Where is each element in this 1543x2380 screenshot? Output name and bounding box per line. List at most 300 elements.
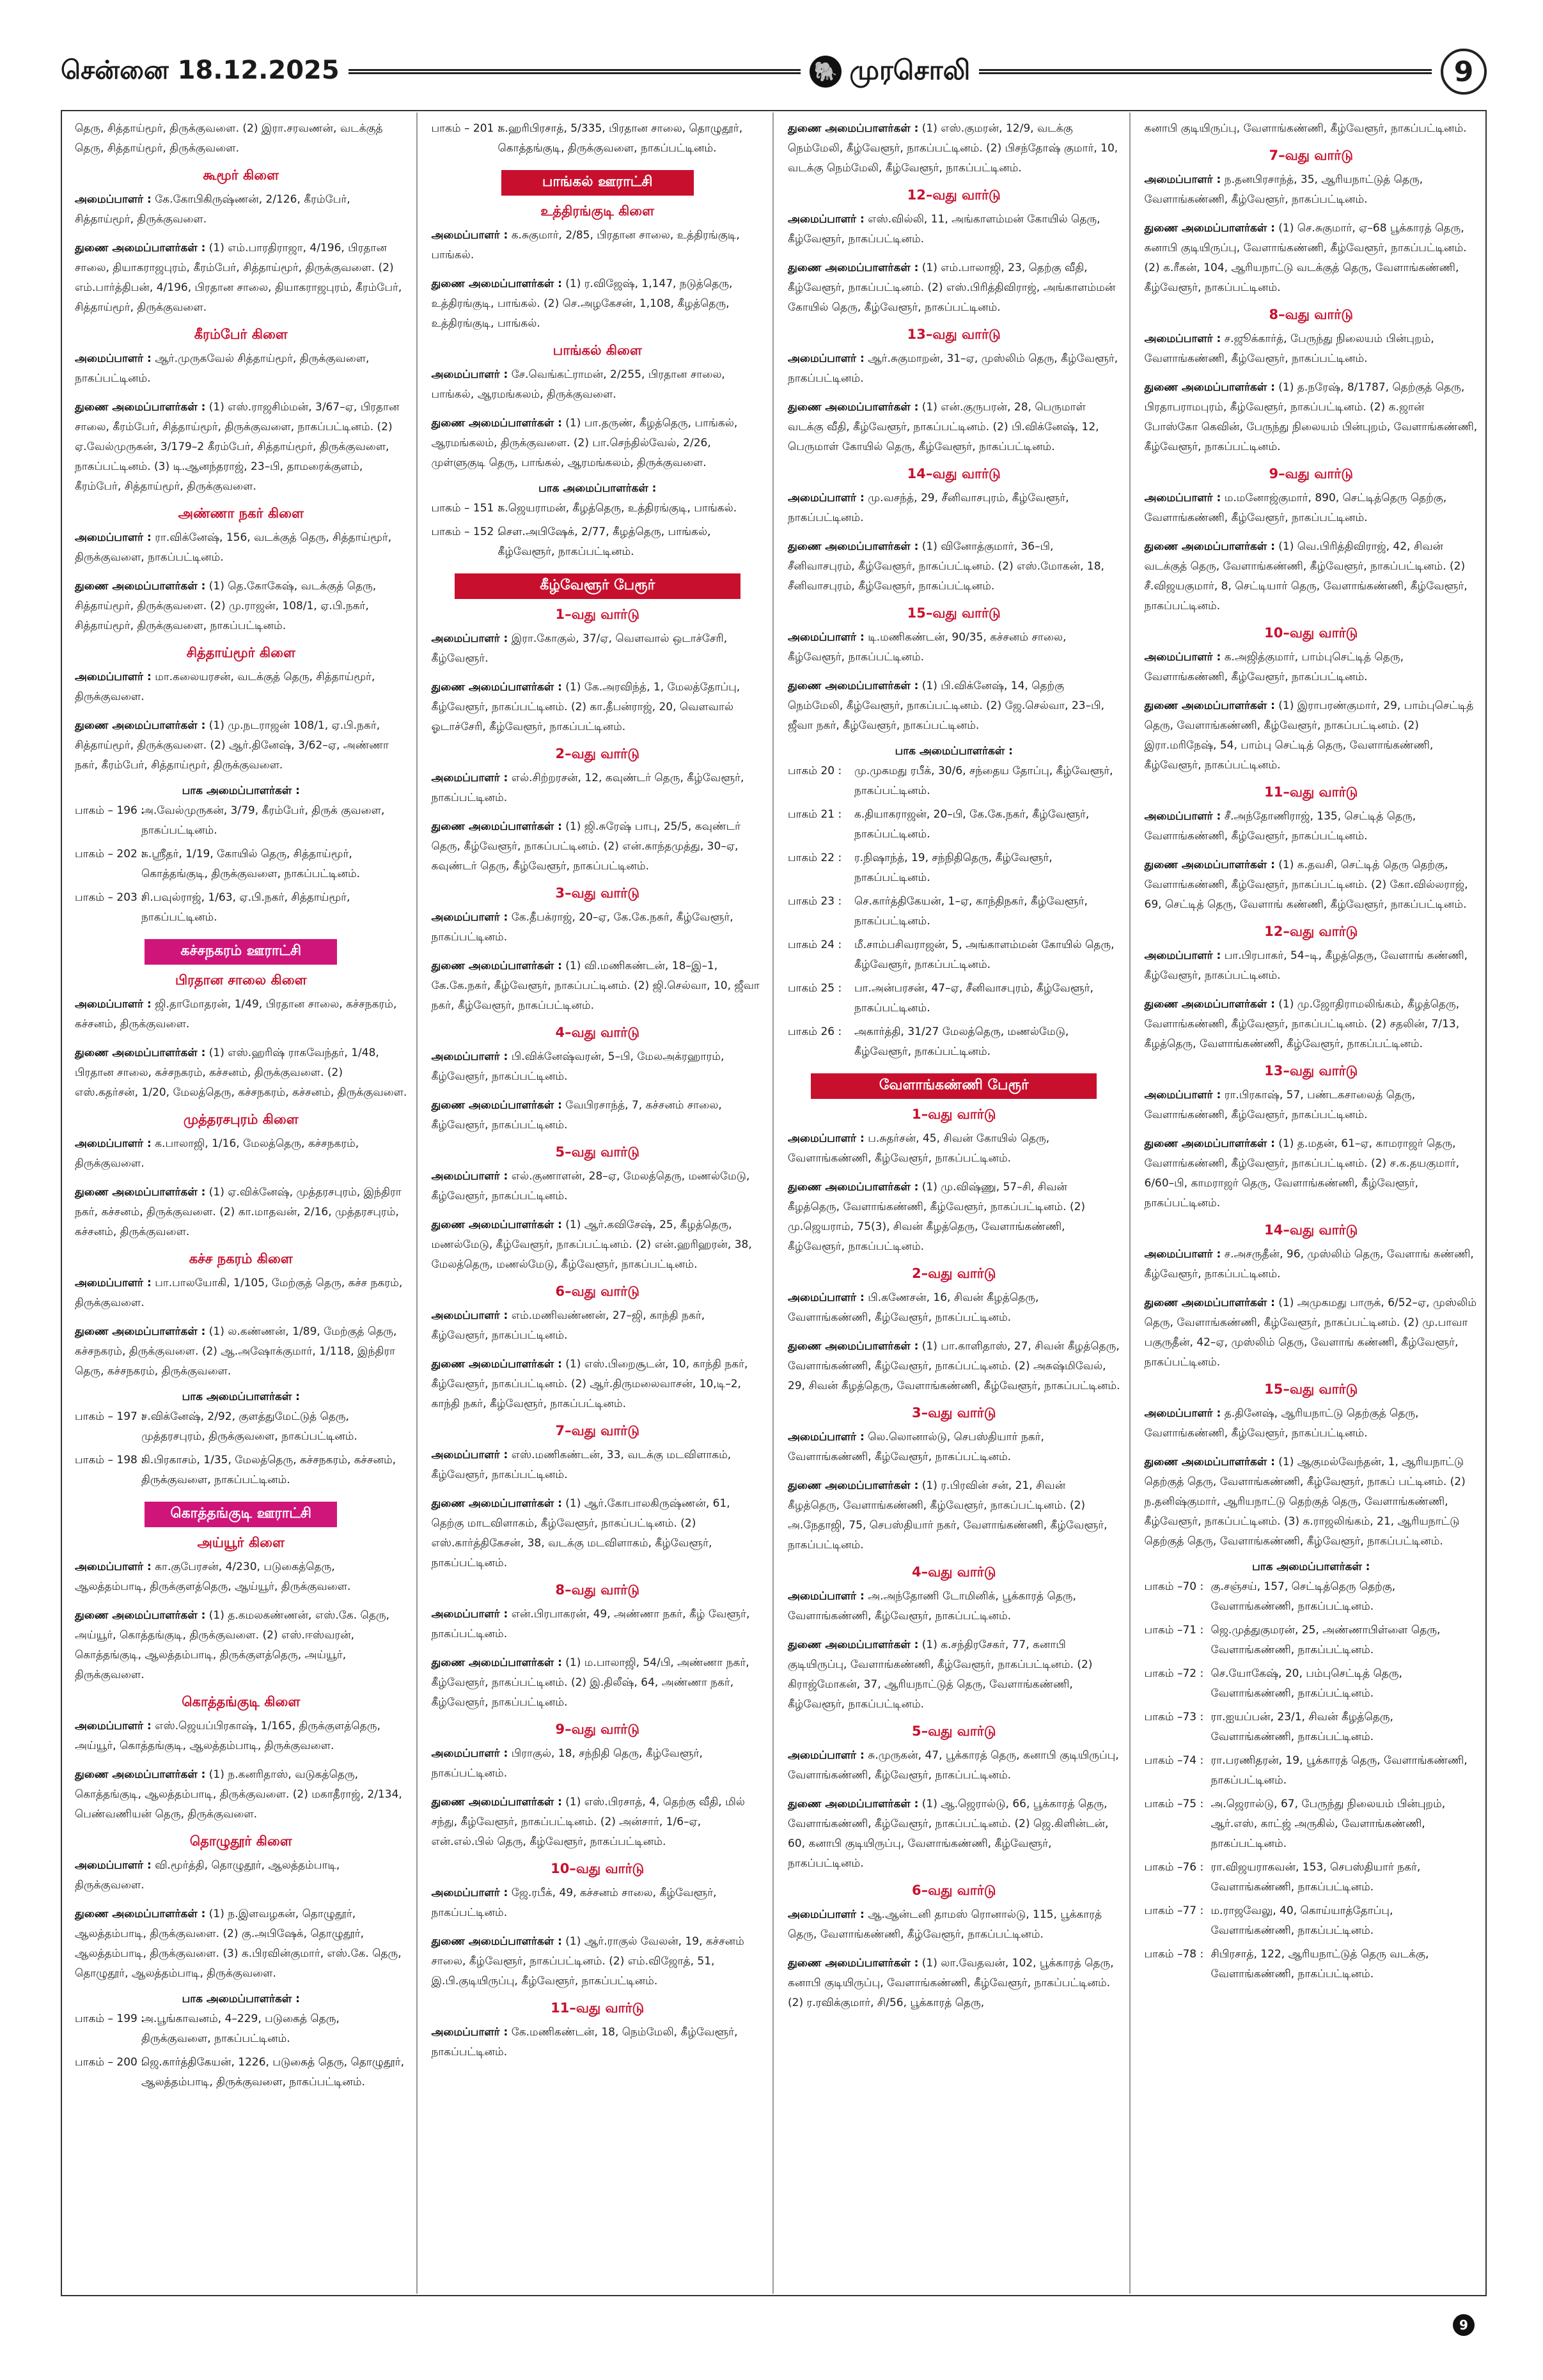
role-label: துணை அமைப்பாளர்கள் : bbox=[75, 719, 206, 732]
section-heading: 15–வது வார்டு bbox=[1264, 1381, 1358, 1397]
role-label: அமைப்பாளர் : bbox=[75, 531, 152, 544]
member-details: (1) செ.சுகுமார், ஏ–68 பூக்காரத் தெரு, கனாபி குடியிருப்பு, வேளாங்கண்ணி, கீழ்வேளூர், நாகப்பட்டினம். (2) க.ரீகன், 104, ஆரியநாட்டு வடக்குத் தெரு, வேளாங்கண்ணி, கீழ்வேளூர், நாகப்பட்டினம். bbox=[1144, 222, 1467, 294]
member-details: (1) லா.வேதவன், 102, பூக்காரத் தெரு, கனாபி குடியிருப்பு, வேளாங்கண்ணி, கீழ்வேளூர், நாகப்பட்டினம். (2) ர.ரவிக்குமார், சி/56, பூக்காரத் தெரு, bbox=[788, 1957, 1114, 2009]
booth-entry bbox=[1145, 1751, 1478, 1791]
section-heading: 1–வது வார்டு bbox=[911, 1107, 996, 1122]
booth-entry bbox=[75, 844, 407, 884]
member-entry bbox=[432, 1494, 764, 1573]
member-details: (1) மு.விஷ்ணு, 57–சி, சிவன் கீழத்தெரு, வேளாங்கண்ணி, கீழ்வேளூர், நாகப்பட்டினம். (2) மு.ஜெயராம், 75(3), சிவன் கீழத்தெரு, வேளாங்கண்ணி, கீழ்வேளூர், நாகப்பட்டினம். bbox=[788, 1181, 1086, 1253]
member-details: (1) க.தவசி, செட்டித் தெரு தெற்கு, வேளாங்கண்ணி, கீழ்வேளூர், நாகப்பட்டினம். (2) கோ.வில்லராஜ், 69, செட்டித் தெரு, வேளாங் கண்ணி, கீழ்வேளூர், நாகப்பட்டினம். bbox=[1144, 859, 1468, 911]
member-details: (1) எஸ்.ஹரிஷ் ராகவேந்தர், 1/48, பிரதான சாலை, கச்சநகரம், கச்சனம், திருக்குவளை. (2) எஸ்.கதர்சன், 1/20, மேலத்தெரு, கச்சநகரம், கச்சனம், திருக்குவளை. bbox=[75, 1046, 407, 1099]
booth-entry bbox=[432, 522, 764, 562]
booth-number: பாகம் 25 : bbox=[788, 982, 842, 995]
booth-list-heading: பாக அமைப்பாளர்கள் : bbox=[538, 482, 657, 495]
booth-details: கு.சஞ்சய், 157, செட்டித்தெரு தெற்கு, வேளாங்கண்ணி, நாகப்பட்டினம். bbox=[1210, 1580, 1396, 1613]
member-details: ரா.பிரகாஷ், 57, பண்டகசாலைத் தெரு, வேளாங்கண்ணி, கீழ்வேளூர், நாகப்பட்டினம். bbox=[1144, 1089, 1416, 1121]
booth-entry bbox=[1145, 1945, 1478, 1984]
date-line: சென்னை 18.12.2025 bbox=[61, 55, 340, 85]
booth-details: கி.பிரகாசம், 1/35, மேலத்தெரு, கச்சநகரம், கச்சனம், திருக்குவளை, நாகப்பட்டினம். bbox=[141, 1454, 396, 1486]
role-label: அமைப்பாளர் : bbox=[788, 1749, 865, 1762]
role-label: அமைப்பாளர் : bbox=[431, 1608, 508, 1621]
role-label: அமைப்பாளர் : bbox=[788, 213, 865, 226]
member-entry bbox=[1145, 537, 1478, 616]
member-details: (1) ர.விஜேஷ், 1,147, நடுத்தெரு, உத்திரங்குடி, பாங்கல். (2) செ.அழகேசன், 1,108, கீழத்தெரு, உத்திரங்குடி, பாங்கல். bbox=[431, 277, 733, 330]
booth-details: சி.பவுல்ராஜ், 1/63, ஏ.பி.நகர், சித்தாய்மூர், நாகப்பட்டினம். bbox=[141, 891, 350, 924]
booth-list-heading: பாக அமைப்பாளர்கள் : bbox=[1252, 1560, 1370, 1573]
role-label: துணை அமைப்பாளர்கள் : bbox=[431, 277, 562, 290]
booth-number: பாகம் – 202 : bbox=[75, 848, 145, 860]
member-entry bbox=[432, 1445, 764, 1485]
member-details: ப.சுதர்சன், 45, சிவன் கோயில் தெரு, வேளாங்கண்ணி, கீழ்வேளூர், நாகப்பட்டினம். bbox=[788, 1132, 1050, 1165]
member-entry bbox=[788, 1905, 1120, 1945]
member-details: பி.விக்னேஷ்வரன், 5–பி, மேலஅக்ரஹாரம், கீழ்வேளூர், நாகப்பட்டினம். bbox=[431, 1050, 725, 1083]
member-details: வேபிரசாந்த், 7, கச்சனம் சாலை, கீழ்வேளூர், நாகப்பட்டினம். bbox=[431, 1099, 722, 1132]
member-entry bbox=[432, 817, 764, 876]
member-entry bbox=[75, 1273, 407, 1313]
booth-number: பாகம் – 201 : bbox=[431, 122, 501, 135]
member-details: (1) ஆர்.கோபாலகிருஷ்ணன், 61, தெற்கு மாடவிளாகம், கீழ்வேளூர், நாகப்பட்டினம். (2) எஸ்.கார்த்திகேசன், 38, வடக்கு மடவிளாகம், கீழ்வேளூர், நாகப்பட்டினம். bbox=[431, 1497, 730, 1569]
member-details: (1) க.சந்திரசேகர், 77, கனாபி குடியிருப்பு, வேளாங்கண்ணி, கீழ்வேளூர், நாகப்பட்டினம். (2) கிராஜ்மோகன், 37, ஆரியநாட்டுத் தெரு, வேளாங்கண்ணி, கீழ்வேளூர், நாகப்பட்டினம். bbox=[788, 1638, 1093, 1711]
member-details: பிராகுல், 18, சந்நிதி தெரு, கீழ்வேளூர், நாகப்பட்டினம். bbox=[431, 1747, 703, 1780]
member-entry bbox=[432, 365, 764, 405]
role-label: அமைப்பாளர் : bbox=[788, 1590, 865, 1603]
member-details: (1) பா.தருண், கீழத்தெரு, பாங்கல், ஆரமங்கலம், திருக்குவளை. (2) பா.செந்தில்வேல், 2/26, முள்ளுகுடி தெரு, பாங்கல், ஆரமங்கலம், திருக்குவளை. bbox=[431, 417, 738, 469]
role-label: துணை அமைப்பாளர்கள் : bbox=[75, 401, 206, 414]
booth-details: ரா.பரணிதரன், 19, பூக்காரத் தெரு, வேளாங்கண்ணி, நாகப்பட்டினம். bbox=[1210, 1754, 1468, 1787]
member-entry bbox=[788, 349, 1120, 389]
member-entry bbox=[75, 577, 407, 636]
member-entry bbox=[432, 1883, 764, 1923]
section-heading: 4–வது வார்டு bbox=[911, 1564, 996, 1580]
booth-details: செ.யோகேஷ், 20, பம்புசெட்டித் தெரு, வேளாங்கண்ணி, நாகப்பட்டினம். bbox=[1210, 1667, 1402, 1700]
area-banner: கீழ்வேளூர் பேரூர் bbox=[455, 573, 740, 599]
role-label: துணை அமைப்பாளர்கள் : bbox=[75, 1908, 206, 1920]
booth-entry bbox=[75, 888, 407, 928]
member-details: எல்.குணாளன், 28–ஏ, மேலத்தெரு, மணல்மேடு, கீழ்வேளூர், நாகப்பட்டினம். bbox=[431, 1170, 750, 1202]
booth-number: பாகம் 23 : bbox=[788, 895, 842, 908]
role-label: அமைப்பாளர் : bbox=[1144, 810, 1221, 823]
booth-details: ரா.விஜயராகவன், 153, செபஸ்தியார் நகர், வேளாங்கண்ணி, நாகப்பட்டினம். bbox=[1210, 1861, 1421, 1894]
booth-number: பாகம் – 152 : bbox=[431, 525, 501, 538]
role-label: அமைப்பாளர் : bbox=[431, 1050, 508, 1063]
member-details: ஆ.ஆன்டனி தாமஸ் ரொனால்டு, 115, பூக்காரத் தெரு, வேளாங்கண்ணி, கீழ்வேளூர், நாகப்பட்டினம். bbox=[788, 1908, 1102, 1941]
member-entry bbox=[1145, 1085, 1478, 1125]
booth-details: அ.வேல்முருகன், 3/79, கீரம்பேர், திருக் குவளை, நாகப்பட்டினம். bbox=[141, 804, 385, 837]
member-details: ந.தனபிரசாந்த், 35, ஆரியநாட்டுத் தெரு, வேளாங்கண்ணி, கீழ்வேளூர், நாகப்பட்டினம். bbox=[1144, 173, 1423, 206]
role-label: அமைப்பாளர் : bbox=[431, 2026, 508, 2039]
booth-number: பாகம் –76 : bbox=[1144, 1861, 1204, 1874]
member-details: மு.வசந்த், 29, சீனிவாசபுரம், கீழ்வேளூர், நாகப்பட்டினம். bbox=[788, 492, 1069, 524]
role-label: துணை அமைப்பாளர்கள் : bbox=[788, 1798, 919, 1810]
area-banner: கொத்தங்குடி ஊராட்சி bbox=[145, 1502, 337, 1527]
member-entry bbox=[75, 1557, 407, 1597]
section-heading: 7–வது வார்டு bbox=[1269, 148, 1354, 163]
booth-number: பாகம் – 199 : bbox=[75, 2012, 145, 2025]
member-details: (1) வி.மணிகண்டன், 18–இ–1, கே.கே.நகர், கீழ்வேளூர், நாகப்பட்டினம். (2) ஜி.செல்வா, 10, ஜீவா நகர், கீழ்வேளூர், நாகப்பட்டினம். bbox=[431, 960, 760, 1012]
member-details: கனாபி குடியிருப்பு, வேளாங்கண்ணி, கீழ்வேளூர், நாகப்பட்டினம். bbox=[1144, 122, 1467, 135]
member-details: கா.குபேரசன், 4/230, படுகைத்தெரு, ஆலத்தம்பாடி, திருக்குளத்தெரு, ஆய்யூர், திருக்குவளை. bbox=[75, 1560, 351, 1593]
member-entry bbox=[1145, 807, 1478, 846]
role-label: அமைப்பாளர் : bbox=[431, 911, 508, 924]
booth-details: செ.கார்த்திகேயன், 1–ஏ, காந்திநகர், கீழ்வேளூர், நாகப்பட்டினம். bbox=[854, 895, 1088, 928]
booth-number: பாகம் – 203 : bbox=[75, 891, 145, 904]
section-heading: உத்திரங்குடி கிளை bbox=[540, 203, 655, 219]
member-entry bbox=[1145, 1134, 1478, 1213]
member-entry bbox=[788, 1746, 1120, 1785]
member-entry bbox=[1145, 1452, 1478, 1552]
booth-entry bbox=[788, 935, 1120, 975]
role-label: துணை அமைப்பாளர்கள் : bbox=[1144, 540, 1275, 553]
section-heading: 9–வது வார்டு bbox=[555, 1722, 640, 1737]
section-heading: 13–வது வார்டு bbox=[1264, 1063, 1358, 1078]
booth-entry bbox=[1145, 1664, 1478, 1704]
member-details: ச.ஜூக்கார்த், பேருந்து நிலையம் பின்புறம், வேளாங்கண்ணி, கீழ்வேளூர், நாகப்பட்டினம். bbox=[1144, 332, 1434, 365]
member-entry bbox=[75, 1716, 407, 1756]
role-label: துணை அமைப்பாளர்கள் : bbox=[431, 1656, 562, 1669]
role-label: துணை அமைப்பாளர்கள் : bbox=[75, 1046, 206, 1059]
member-entry bbox=[1145, 219, 1478, 298]
section-heading: 13–வது வார்டு bbox=[907, 327, 1001, 342]
member-entry bbox=[788, 210, 1120, 249]
role-label: அமைப்பாளர் : bbox=[1144, 1248, 1221, 1261]
booth-entry bbox=[1145, 1858, 1478, 1897]
section-heading: 7–வது வார்டு bbox=[555, 1423, 640, 1438]
role-label: அமைப்பாளர் : bbox=[75, 671, 152, 683]
member-details: (1) ந.கனரிதாஸ், வடுகத்தெரு, கொத்தங்குடி, ஆலத்தம்பாடி, திருக்குவளை. (2) மகாதீராஜ், 2/134, பெண்வணியன் தெரு, திருக்குவளை. bbox=[75, 1768, 402, 1821]
section-heading: கீரம்பேர் கிளை bbox=[194, 327, 288, 342]
booth-details: க.தியாகராஜன், 20–பி, கே.கே.நகர், கீழ்வேளூர், நாகப்பட்டினம். bbox=[854, 808, 1090, 841]
section-heading: 2–வது வார்டு bbox=[911, 1266, 996, 1281]
role-label: துணை அமைப்பாளர்கள் : bbox=[788, 261, 919, 274]
column-1 bbox=[61, 113, 418, 2294]
role-label: அமைப்பாளர் : bbox=[431, 1309, 508, 1322]
section-heading: 10–வது வார்டு bbox=[551, 1861, 645, 1876]
member-entry bbox=[788, 398, 1120, 457]
booth-entry bbox=[788, 1022, 1120, 1062]
booth-list-heading: பாக அமைப்பாளர்கள் : bbox=[182, 1390, 300, 1403]
member-entry bbox=[75, 1043, 407, 1103]
member-entry bbox=[75, 1856, 407, 1895]
role-label: அமைப்பாளர் : bbox=[431, 1886, 508, 1899]
role-label: அமைப்பாளர் : bbox=[75, 193, 152, 206]
member-entry bbox=[75, 119, 407, 159]
member-details: (1) பா.காளிதாஸ், 27, சிவன் கீழத்தெரு, வேளாங்கண்ணி, கீழ்வேளூர், நாகப்பட்டினம். (2) அசுஷ்மிவேல், 29, சிவன் கீழத்தெரு, வேளாங்கண்ணி, கீழ்வேளூர், நாகப்பட்டினம். bbox=[788, 1340, 1120, 1392]
role-label: அமைப்பாளர் : bbox=[1144, 1407, 1221, 1420]
member-details: க.சுகுமார், 2/85, பிரதான சாலை, உத்திரங்குடி, பாங்கல். bbox=[431, 229, 740, 261]
role-label: அமைப்பாளர் : bbox=[431, 1170, 508, 1183]
member-entry bbox=[75, 667, 407, 707]
booth-entry bbox=[788, 805, 1120, 844]
member-entry bbox=[788, 1178, 1120, 1257]
member-details: (1) வினோத்குமார், 36–பி, சீனிவாசபுரம், கீழ்வேளூர், நாகப்பட்டினம். (2) எஸ்.மோகன், 18, சீனிவாசபுரம், கீழ்வேளூர், நாகப்பட்டினம். bbox=[788, 540, 1104, 593]
booth-number: பாகம் 20 : bbox=[788, 765, 842, 777]
member-entry bbox=[1145, 329, 1478, 369]
role-label: அமைப்பாளர் : bbox=[75, 1560, 152, 1573]
role-label: துணை அமைப்பாளர்கள் : bbox=[75, 1768, 206, 1781]
booth-list-heading: பாக அமைப்பாளர்கள் : bbox=[182, 784, 300, 797]
member-details: ரா.விக்னேஷ், 156, வடக்குத் தெரு, சித்தாய்மூர், திருக்குவளை, நாகப்பட்டினம். bbox=[75, 531, 392, 564]
member-details: (1) ஆ.ஜெரால்டு, 66, பூக்காரத் தெரு, வேளாங்கண்ணி, கீழ்வேளூர், நாகப்பட்டினம். (2) ஜெ.கிளின்டன், 60, கனாபி குடியிருப்பு, வேளாங்கண்ணி, கீழ்வேளூர், நாகப்பட்டினம். bbox=[788, 1798, 1109, 1870]
member-entry bbox=[1145, 696, 1478, 775]
role-label: துணை அமைப்பாளர்கள் : bbox=[1144, 859, 1275, 871]
member-entry bbox=[788, 537, 1120, 596]
booth-list-heading: பாக அமைப்பாளர்கள் : bbox=[182, 1993, 300, 2005]
member-entry bbox=[432, 2023, 764, 2062]
booth-entry bbox=[1145, 1621, 1478, 1660]
section-heading: அண்ணா நகர் கிளை bbox=[178, 506, 304, 521]
booth-entry bbox=[788, 761, 1120, 801]
booth-number: பாகம் 24 : bbox=[788, 938, 842, 951]
member-entry bbox=[432, 629, 764, 669]
booth-details: ர.நிஷாந்த், 19, சந்நிதிதெரு, கீழ்வேளூர், நாகப்பட்டினம். bbox=[854, 852, 1053, 884]
booth-list-heading: பாக அமைப்பாளர்கள் : bbox=[895, 745, 1013, 758]
section-heading: 12–வது வார்டு bbox=[907, 187, 1001, 203]
section-heading: 3–வது வார்டு bbox=[555, 885, 640, 901]
member-details: (1) த.மதன், 61–ஏ, காமராஜர் தெரு, வேளாங்கண்ணி, கீழ்வேளூர், நாகப்பட்டினம். (2) ச.க.தயகுமார், 6/60–பி, காமராஜர் தெரு, வேளாங்கண்ணி, கீழ்வேளூர், நாகப்பட்டினம். bbox=[1144, 1137, 1460, 1209]
role-label: துணை அமைப்பாளர்கள் : bbox=[788, 1181, 919, 1194]
member-entry bbox=[432, 1306, 764, 1346]
role-label: துணை அமைப்பாளர்கள் : bbox=[788, 1479, 919, 1492]
member-details: வி.மூர்த்தி, தொழுதூர், ஆலத்தம்பாடி, திருக்குவளை. bbox=[75, 1859, 340, 1892]
member-entry bbox=[788, 258, 1120, 318]
member-entry bbox=[432, 768, 764, 808]
member-entry bbox=[788, 628, 1120, 667]
member-details: (1) எஸ்.குமரன், 12/9, வடக்கு நெம்மேலி, கீழ்வேளூர், நாகப்பட்டினம். (2) பிசந்தோஷ் குமார், 10, வடக்கு நெம்மேலி, கீழ்வேளூர், நாகப்பட்டினம். bbox=[788, 122, 1118, 175]
role-label: அமைப்பாளர் : bbox=[788, 1132, 865, 1145]
member-details: எஸ்.ஜெயப்பிரகாஷ், 1/165, திருக்குளத்தெரு, அய்யூர், கொத்தங்குடி, ஆலத்தம்பாடி, திருக்குவளை. bbox=[75, 1720, 380, 1752]
role-label: துணை அமைப்பாளர்கள் : bbox=[788, 401, 919, 414]
member-entry bbox=[788, 1337, 1120, 1396]
section-heading: 3–வது வார்டு bbox=[911, 1405, 996, 1420]
member-details: (1) எஸ்.பிறைசூடன், 10, காந்தி நகர், கீழ்வேளூர், நாகப்பட்டினம். (2) ஆர்.திருமலைவாசன், 10,டி–2, காந்தி நகர், கீழ்வேளூர், நாகப்பட்டினம். bbox=[431, 1358, 748, 1410]
role-label: அமைப்பாளர் : bbox=[1144, 332, 1221, 345]
booth-details: அகார்த்தி, 31/27 மேலத்தெரு, மணல்மேடு, கீழ்வேளூர், நாகப்பட்டினம். bbox=[854, 1025, 1069, 1058]
booth-entry bbox=[1145, 1794, 1478, 1854]
member-details: (1) மு.ஜோதிராமலிங்கம், கீழத்தெரு, வேளாங்கண்ணி, கீழ்வேளூர், நாகப்பட்டினம். (2) சதலின், 7/13, கீழத்தெரு, வேளாங்கண்ணி, கீழ்வேளூர், நாகப்பட்டினம். bbox=[1144, 998, 1460, 1050]
booth-details: அ.ஜெரால்டு, 67, பேருந்து நிலையம் பின்புறம், ஆர்.எஸ், காட்ஜ் அருகில், வேளாங்கண்ணி, நாகப்பட்டினம். bbox=[1210, 1798, 1446, 1850]
member-entry bbox=[788, 1129, 1120, 1169]
paper-name: முரசொலி bbox=[849, 54, 971, 86]
role-label: துணை அமைப்பாளர்கள் : bbox=[75, 1609, 206, 1622]
section-heading: 12–வது வார்டு bbox=[1264, 924, 1358, 939]
booth-number: பாகம் –70 : bbox=[1144, 1580, 1204, 1593]
role-label: துணை அமைப்பாளர்கள் : bbox=[431, 1935, 562, 1948]
member-details: ஆர்.முருகவேல் சித்தாய்மூர், திருக்குவளை, நாகப்பட்டினம். bbox=[75, 352, 370, 385]
role-label: துணை அமைப்பாளர்கள் : bbox=[431, 1497, 562, 1510]
member-entry bbox=[75, 1904, 407, 1984]
member-entry bbox=[432, 1355, 764, 1414]
booth-number: பாகம் –73 : bbox=[1144, 1711, 1204, 1723]
member-entry bbox=[432, 226, 764, 265]
member-entry bbox=[432, 274, 764, 334]
member-details: அ.அந்தோணி டோமினிக், பூக்காரத் தெரு, வேளாங்கண்ணி, கீழ்வேளூர், நாகப்பட்டினம். bbox=[788, 1590, 1076, 1622]
booth-entry bbox=[75, 2009, 407, 2049]
section-heading: பிரதான சாலை கிளை bbox=[175, 972, 307, 988]
member-details: சு.முருகன், 47, பூக்காரத் தெரு, கனாபி குடியிருப்பு, வேளாங்கண்ணி, கீழ்வேளூர், நாகப்பட்டினம். bbox=[788, 1749, 1119, 1782]
member-details: (1) ம.பாலாஜி, 54/பி, அண்ணா நகர், கீழ்வேளூர், நாகப்பட்டினம். (2) இ.திலீஷ், 64, அண்ணா நகர், கீழ்வேளூர், நாகப்பட்டினம். bbox=[431, 1656, 749, 1709]
member-details: சே.வெங்கட்ராமன், 2/255, பிரதான சாலை, பாங்கல், ஆரமங்கலம், திருக்குவளை. bbox=[431, 368, 725, 401]
section-heading: கச்ச நகரம் கிளை bbox=[189, 1251, 293, 1266]
member-entry bbox=[1145, 855, 1478, 915]
member-details: க.பாலாஜி, 1/16, மேலத்தெரு, கச்சநகரம், திருக்குவளை. bbox=[75, 1137, 359, 1170]
member-entry bbox=[788, 1587, 1120, 1626]
role-label: அமைப்பாளர் : bbox=[431, 1747, 508, 1760]
booth-number: பாகம் – 200 : bbox=[75, 2056, 145, 2069]
section-heading: 6–வது வார்டு bbox=[911, 1883, 996, 1898]
member-entry bbox=[788, 1954, 1120, 2013]
member-details: (1) பி.விக்னேஷ், 14, தெற்கு நெம்மேலி, கீழ்வேளூர், நாகப்பட்டினம். (2) ஜே.செல்வா, 23–பி, ஜீவா நகர், கீழ்வேளூர், நாகப்பட்டினம். bbox=[788, 680, 1105, 732]
member-entry bbox=[75, 238, 407, 318]
member-details: லெ.லொனால்டு, செபஸ்தியார் நகர், வேளாங்கண்ணி, கீழ்வேளூர், நாகப்பட்டினம். bbox=[788, 1431, 1044, 1463]
booth-entry bbox=[1145, 1901, 1478, 1941]
member-entry bbox=[432, 956, 764, 1016]
booth-details: ஜெ.முத்துகுமரன், 25, அண்ணாபிள்ளை தெரு, வேளாங்கண்ணி, நாகப்பட்டினம். bbox=[1210, 1624, 1441, 1656]
member-entry bbox=[788, 676, 1120, 736]
role-label: அமைப்பாளர் : bbox=[788, 631, 865, 644]
booth-entry bbox=[1145, 1577, 1478, 1617]
booth-details: அ.பூங்காவனம், 4–229, படுகைத் தெரு, திருக்குவளை, நாகப்பட்டினம். bbox=[141, 2012, 340, 2045]
member-details: பா.பிரபாகர், 54–டி, கீழத்தெரு, வேளாங் கண்ணி, கீழ்வேளூர், நாகப்பட்டினம். bbox=[1144, 949, 1468, 982]
booth-details: ச.விக்னேஷ், 2/92, குளத்துமேட்டுத் தெரு, முத்தரசபுரம், திருக்குவளை, நாகப்பட்டினம். bbox=[141, 1410, 357, 1443]
member-details: எஸ்.வில்லி, 11, அங்காளம்மன் கோயில் தெரு, கீழ்வேளூர், நாகப்பட்டினம். bbox=[788, 213, 1100, 245]
section-heading: 6–வது வார்டு bbox=[555, 1284, 640, 1299]
member-details: கே.கோபிகிருஷ்ணன், 2/126, கீரம்பேர், சித்தாய்மூர், திருக்குவளை. bbox=[75, 193, 350, 226]
area-banner: கச்சநகரம் ஊராட்சி bbox=[145, 939, 337, 965]
role-label: துணை அமைப்பாளர்கள் : bbox=[75, 1186, 206, 1199]
booth-number: பாகம் – 196 : bbox=[75, 804, 145, 817]
member-entry bbox=[75, 1765, 407, 1824]
member-details: ஆர்.சுகுமாறன், 31–ஏ, முஸ்லிம் தெரு, கீழ்வேளூர், நாகப்பட்டினம். bbox=[788, 352, 1118, 385]
booth-details: ரா.ஐயப்பன், 23/1, சிவன் கீழத்தெரு, வேளாங்கண்ணி, நாகப்பட்டினம். bbox=[1210, 1711, 1393, 1743]
section-heading: 5–வது வார்டு bbox=[555, 1144, 640, 1160]
booth-details: ம.ராஜவேலு, 40, கொய்யாத்தோப்பு, வேளாங்கண்ணி, நாகப்பட்டினம். bbox=[1210, 1904, 1393, 1937]
member-details: ஜி.தாமோதரன், 1/49, பிரதான சாலை, கச்சநகரம், கச்சனம், திருக்குவளை. bbox=[75, 998, 397, 1031]
section-heading: 2–வது வார்டு bbox=[555, 746, 640, 761]
booth-number: பாகம் –75 : bbox=[1144, 1798, 1204, 1810]
role-label: துணை அமைப்பாளர்கள் : bbox=[788, 540, 919, 553]
member-details: (1) எஸ்.ராஜசிம்மன், 3/67–ஏ, பிரதான சாலை, கீரம்பேர், சித்தாய்மூர், திருக்குவளை, நாகப்பட்டினம். (2) ஏ.வேல்முருகன், 3/179–2 கீரம்பேர், சித்தாய்மூர், திருக்குவளை, நாகப்பட்டினம். (3) டி.ஆனந்தராஜ், 23–பி, தாமரைக்குளம், கீரம்பேர், சித்தாய்மூர், திருக்குவளை. bbox=[75, 401, 400, 493]
member-entry bbox=[432, 1932, 764, 1991]
member-details: (1) த.நரேஷ், 8/1787, தெற்குத் தெரு, பிரதாபராமபுரம், கீழ்வேளூர், நாகப்பட்டினம். (2) க.ஜான் போஸ்கோ கெவின், பேருந்து நிலையம் பின்புறம், வேளாங்கண்ணி, கீழ்வேளூர், நாகப்பட்டினம். bbox=[1144, 381, 1478, 453]
member-details: த.தினேஷ், ஆரியநாட்டு தெற்குத் தெரு, வேளாங்கண்ணி, கீழ்வேளூர், நாகப்பட்டினம். bbox=[1144, 1407, 1419, 1440]
member-details: (1) ந.இளவழகன், தொழுதூர், ஆலத்தம்பாடி, திருக்குவளை. (2) கு.அபிஷேக், தொழுதூர், ஆலத்தம்பாடி, திருக்குவளை. (3) க.பிரவின்குமார், எஸ்.கே. தெரு, தொழுதூர், ஆலத்தம்பாடி, திருக்குவளை. bbox=[75, 1908, 402, 1980]
member-entry bbox=[75, 995, 407, 1034]
page-number: 9 bbox=[1441, 49, 1487, 95]
section-heading: 15–வது வார்டு bbox=[907, 605, 1001, 621]
member-entry bbox=[75, 1134, 407, 1174]
booth-entry bbox=[432, 119, 764, 159]
section-heading: அய்யூர் கிளை bbox=[197, 1535, 285, 1550]
role-label: அமைப்பாளர் : bbox=[431, 772, 508, 784]
booth-number: பாகம் 21 : bbox=[788, 808, 842, 821]
member-entry bbox=[75, 349, 407, 389]
role-label: அமைப்பாளர் : bbox=[1144, 492, 1221, 504]
role-label: துணை அமைப்பாளர்கள் : bbox=[788, 1957, 919, 1970]
member-details: (1) என்.குருபரன், 28, பெருமாள் வடக்கு வீதி, கீழ்வேளூர், நாகப்பட்டினம். (2) பி.விக்னேஷ், 12, பெருமாள் கோயில் தெரு, கீழ்வேளூர், நாகப்பட்டினம். bbox=[788, 401, 1099, 453]
member-details: (1) ல.கண்ணன், 1/89, மேற்குத் தெரு, கச்சநகரம், திருக்குவளை. (2) ஆ.அஷோக்குமார், 1/118, இந்திரா தெரு, கச்சநகரம், திருக்குவளை. bbox=[75, 1325, 397, 1378]
role-label: அமைப்பாளர் : bbox=[788, 1908, 865, 1921]
role-label: துணை அமைப்பாளர்கள் : bbox=[431, 960, 562, 972]
member-details: ச.அசருதீன், 96, முஸ்லிம் தெரு, வேளாங் கண்ணி, கீழ்வேளூர், நாகப்பட்டினம். bbox=[1144, 1248, 1474, 1280]
area-banner: பாங்கல் ஊராட்சி bbox=[501, 170, 694, 196]
member-entry bbox=[788, 1794, 1120, 1874]
member-entry bbox=[75, 716, 407, 775]
footer-page-number: 9 bbox=[1453, 2314, 1475, 2336]
role-label: அமைப்பாளர் : bbox=[75, 1859, 152, 1872]
member-entry bbox=[788, 1635, 1120, 1715]
member-details: கே.தீபக்ராஜ், 20–ஏ, கே.கே.நகர், கீழ்வேளூர், நாகப்பட்டினம். bbox=[431, 911, 733, 944]
booth-entry bbox=[788, 979, 1120, 1018]
section-heading: சித்தாய்மூர் கிளை bbox=[186, 645, 295, 660]
member-entry bbox=[1145, 648, 1478, 687]
role-label: துணை அமைப்பாளர்கள் : bbox=[431, 681, 562, 694]
member-entry bbox=[1145, 1404, 1478, 1443]
booth-details: மு.முகமது ரபீக், 30/6, சந்தைய தோப்பு, கீழ்வேளூர், நாகப்பட்டினம். bbox=[854, 765, 1113, 797]
member-details: ம.மனோஜ்குமார், 890, செட்டித்தெரு தெற்கு, வேளாங்கண்ணி, கீழ்வேளூர், நாகப்பட்டினம். bbox=[1144, 492, 1447, 524]
section-heading: 14–வது வார்டு bbox=[1264, 1222, 1358, 1238]
article-columns bbox=[61, 113, 1487, 2294]
role-label: அமைப்பாளர் : bbox=[788, 352, 865, 365]
section-heading: 8–வது வார்டு bbox=[555, 1582, 640, 1598]
role-label: அமைப்பாளர் : bbox=[1144, 173, 1221, 186]
member-entry bbox=[788, 1427, 1120, 1467]
booth-entry bbox=[1145, 1707, 1478, 1747]
section-heading: கூமூர் கிளை bbox=[203, 167, 279, 183]
role-label: அமைப்பாளர் : bbox=[75, 1137, 152, 1150]
member-details: எம்.மணிவண்ணன், 27–ஜி, காந்தி நகர், கீழ்வேளூர், நாகப்பட்டினம். bbox=[431, 1309, 705, 1342]
member-details: க.அஜித்குமார், பாம்புசெட்டித் தெரு, வேளாங்கண்ணி, கீழ்வேளூர், நாகப்பட்டினம். bbox=[1144, 651, 1404, 683]
section-heading: 5–வது வார்டு bbox=[911, 1723, 996, 1739]
role-label: துணை அமைப்பாளர்கள் : bbox=[1144, 998, 1275, 1011]
role-label: அமைப்பாளர் : bbox=[1144, 949, 1221, 962]
member-entry bbox=[75, 528, 407, 568]
column-4 bbox=[1131, 113, 1487, 2294]
member-details: இரா.கோகுல், 37/ஏ, வெளவால் ஒடாச்சேரி, கீழ்வேளூர். bbox=[431, 632, 728, 665]
member-entry bbox=[75, 1606, 407, 1685]
role-label: துணை அமைப்பாளர்கள் : bbox=[1144, 381, 1275, 394]
column-3 bbox=[774, 113, 1131, 2294]
role-label: துணை அமைப்பாளர்கள் : bbox=[431, 820, 562, 833]
member-entry bbox=[432, 1653, 764, 1713]
member-entry bbox=[432, 414, 764, 473]
section-heading: 11–வது வார்டு bbox=[1264, 784, 1358, 800]
booth-entry bbox=[75, 801, 407, 841]
elephant-icon: 🐘 bbox=[810, 56, 842, 88]
booth-entry bbox=[788, 892, 1120, 931]
booth-entry bbox=[75, 1407, 407, 1447]
role-label: துணை அமைப்பாளர்கள் : bbox=[75, 580, 206, 593]
member-entry bbox=[1145, 488, 1478, 528]
booth-details: க.ஸ்ரீதர், 1/19, கோயில் தெரு, சித்தாய்மூர், கொத்தங்குடி, திருக்குவளை, நாகப்பட்டினம். bbox=[141, 848, 361, 880]
role-label: அமைப்பாளர் : bbox=[431, 229, 508, 242]
booth-number: பாகம் –78 : bbox=[1144, 1948, 1204, 1961]
booth-details: சிபிரசாத், 122, ஆரியநாட்டுத் தெரு வடக்கு, வேளாங்கண்ணி, நாகப்பட்டினம். bbox=[1210, 1948, 1429, 1980]
booth-entry bbox=[788, 848, 1120, 888]
role-label: துணை அமைப்பாளர்கள் : bbox=[788, 1340, 919, 1353]
member-entry bbox=[432, 1215, 764, 1275]
member-details: (1) அமுகமது பாருக், 6/52–ஏ, முஸ்லிம் தெரு, வேளாங்கண்ணி, கீழ்வேளூர், நாகப்பட்டினம். (2) மு.பாவா பகுருதீன், 42–ஏ, முஸ்லிம் தெரு, வேளாங் கண்ணி, கீழ்வேளூர், நாகப்பட்டினம். bbox=[1144, 1296, 1477, 1369]
booth-details: சௌ.அபிஷேக், 2/77, கீழத்தெரு, பாங்கல், கீழ்வேளூர், நாகப்பட்டினம். bbox=[497, 525, 711, 558]
member-entry bbox=[1145, 946, 1478, 986]
booth-number: பாகம் –71 : bbox=[1144, 1624, 1204, 1637]
role-label: துணை அமைப்பாளர்கள் : bbox=[431, 1099, 562, 1112]
booth-number: பாகம் 26 : bbox=[788, 1025, 842, 1038]
column-2 bbox=[418, 113, 774, 2294]
role-label: அமைப்பாளர் : bbox=[1144, 651, 1221, 664]
member-entry bbox=[432, 1167, 764, 1206]
booth-number: பாகம் –77 : bbox=[1144, 1904, 1204, 1917]
member-details: (1) ஆர்.ராகுல் வேலன், 19, கச்சனம் சாலை, கீழ்வேளூர், நாகப்பட்டினம். (2) எம்.விஜோத், 51, இ.பி.குடியிருப்பு, கீழ்வேளூர், நாகப்பட்டினம். bbox=[431, 1935, 744, 1987]
